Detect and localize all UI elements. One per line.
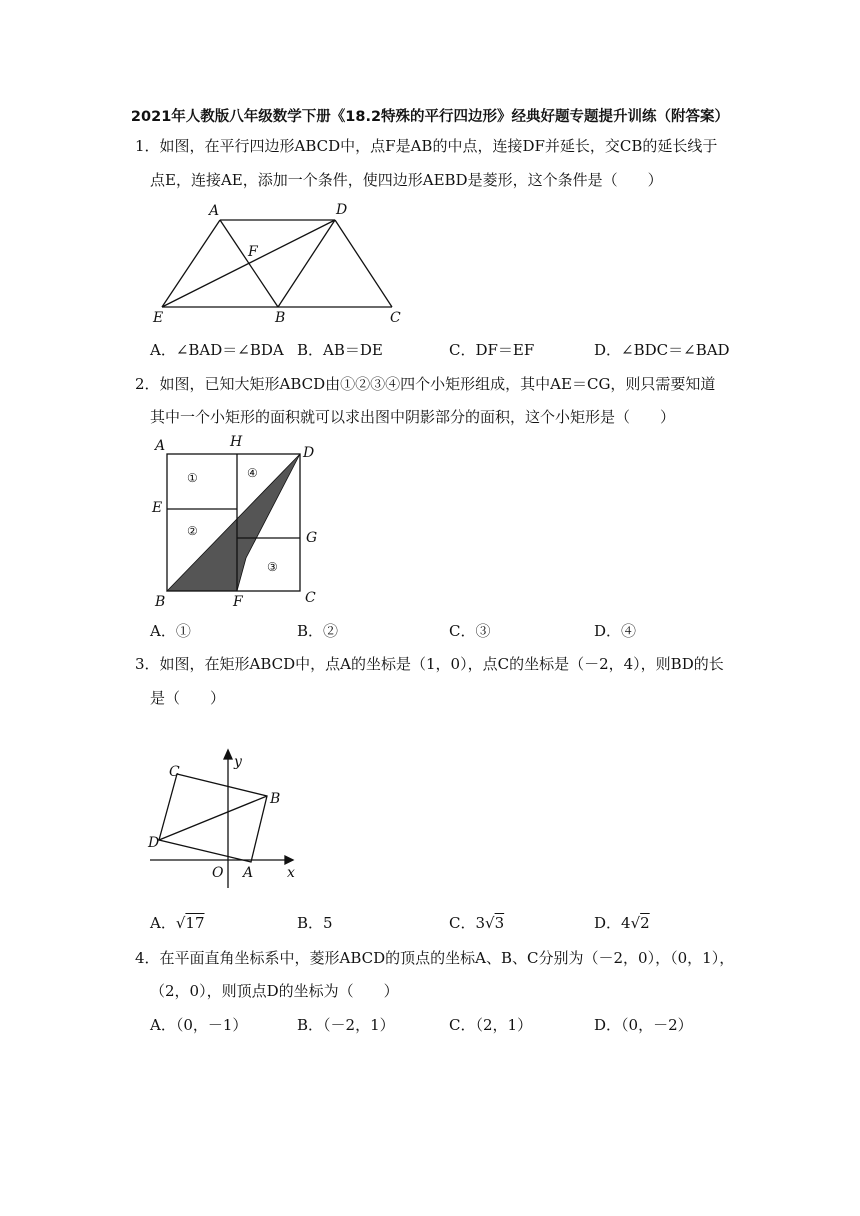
q1-label-B: B: [275, 310, 286, 326]
page-title: 2021年人教版八年级数学下册《18.2特殊的平行四边形》经典好题专题提升训练（附答案）: [130, 109, 730, 125]
q4-option-d[interactable]: D．（0，－2）: [594, 1016, 693, 1034]
sqrt-icon: √: [485, 914, 495, 932]
q4-option-a[interactable]: A．（0，－1）: [150, 1016, 248, 1034]
q3-label-C: C: [169, 764, 180, 780]
q1-text-line2: 点E，连接AE，添加一个条件，使四边形AEBD是菱形，这个条件是（ ）: [150, 171, 663, 189]
sqrt-icon: √: [630, 914, 641, 932]
q3-text-line1: 3．如图，在矩形ABCD中，点A的坐标是（1，0），点C的坐标是（－2，4），则BD的长: [135, 655, 724, 673]
q3-label-x: x: [287, 865, 295, 881]
q1-text-line1: 1．如图，在平行四边形ABCD中，点F是AB的中点，连接DF并延长，交CB的延长线于: [135, 137, 718, 155]
q3-option-d-radicand: 2: [640, 914, 650, 932]
q1-figure: [150, 198, 410, 326]
q2-region-2: ②: [187, 524, 198, 538]
q2-region-3: ③: [267, 560, 278, 574]
q3-label-A: A: [243, 865, 254, 881]
q2-option-a[interactable]: A．①: [150, 622, 191, 640]
q2-label-A: A: [155, 438, 166, 454]
q3-text-line2: 是（ ）: [150, 689, 226, 707]
q3-option-a[interactable]: A．√17: [150, 914, 205, 932]
q1-label-D: D: [336, 202, 348, 218]
q1-label-A: A: [209, 203, 220, 219]
q2-label-D: D: [303, 445, 315, 461]
q1-option-b[interactable]: B．AB＝DE: [297, 341, 383, 359]
q4-option-c[interactable]: C．（2，1）: [449, 1016, 533, 1034]
q2-option-d[interactable]: D．④: [594, 622, 637, 640]
q3-label-D: D: [148, 835, 160, 851]
q3-label-B: B: [270, 791, 281, 807]
q4-text-line2: （2，0），则顶点D的坐标为（ ）: [150, 982, 399, 1000]
q2-label-B: B: [155, 594, 166, 610]
q3-option-c[interactable]: C．3√3: [449, 914, 505, 932]
q4-text-line1: 4．在平面直角坐标系中，菱形ABCD的顶点的坐标A、B、C分别为（－2，0），（0，1），: [135, 949, 735, 967]
q2-label-H: H: [230, 434, 243, 450]
q2-text-line2: 其中一个小矩形的面积就可以求出图中阴影部分的面积，这个小矩形是（ ）: [150, 408, 676, 426]
sqrt-icon: √: [175, 914, 186, 932]
q2-label-E: E: [152, 500, 163, 516]
q2-option-c[interactable]: C．③: [449, 622, 491, 640]
q3-label-O: O: [212, 865, 224, 881]
q3-option-b[interactable]: B．5: [297, 914, 333, 932]
q1-option-d[interactable]: D．∠BDC＝∠BAD: [594, 341, 730, 359]
q1-option-a[interactable]: A．∠BAD＝∠BDA: [150, 341, 284, 359]
q1-option-c[interactable]: C．DF＝EF: [449, 341, 535, 359]
q3-option-a-radicand: 17: [185, 914, 205, 932]
q2-figure: [150, 432, 330, 610]
q3-label-y: y: [234, 754, 242, 770]
q2-region-1: ①: [187, 471, 198, 485]
q1-label-F: F: [248, 244, 258, 260]
q4-option-b[interactable]: B．（－2，1）: [297, 1016, 395, 1034]
q2-label-F: F: [233, 594, 243, 610]
q2-text-line1: 2．如图，已知大矩形ABCD由①②③④四个小矩形组成，其中AE＝CG，则只需要知道: [135, 375, 716, 393]
q1-label-E: E: [153, 310, 164, 326]
q2-region-4: ④: [247, 466, 258, 480]
q3-option-c-radicand: 3: [494, 914, 505, 932]
q2-label-C: C: [305, 590, 316, 606]
q3-option-d[interactable]: D．4√2: [594, 914, 650, 932]
q2-label-G: G: [306, 530, 318, 546]
q3-figure: [145, 750, 305, 885]
q2-option-b[interactable]: B．②: [297, 622, 339, 640]
q1-label-C: C: [390, 310, 401, 326]
